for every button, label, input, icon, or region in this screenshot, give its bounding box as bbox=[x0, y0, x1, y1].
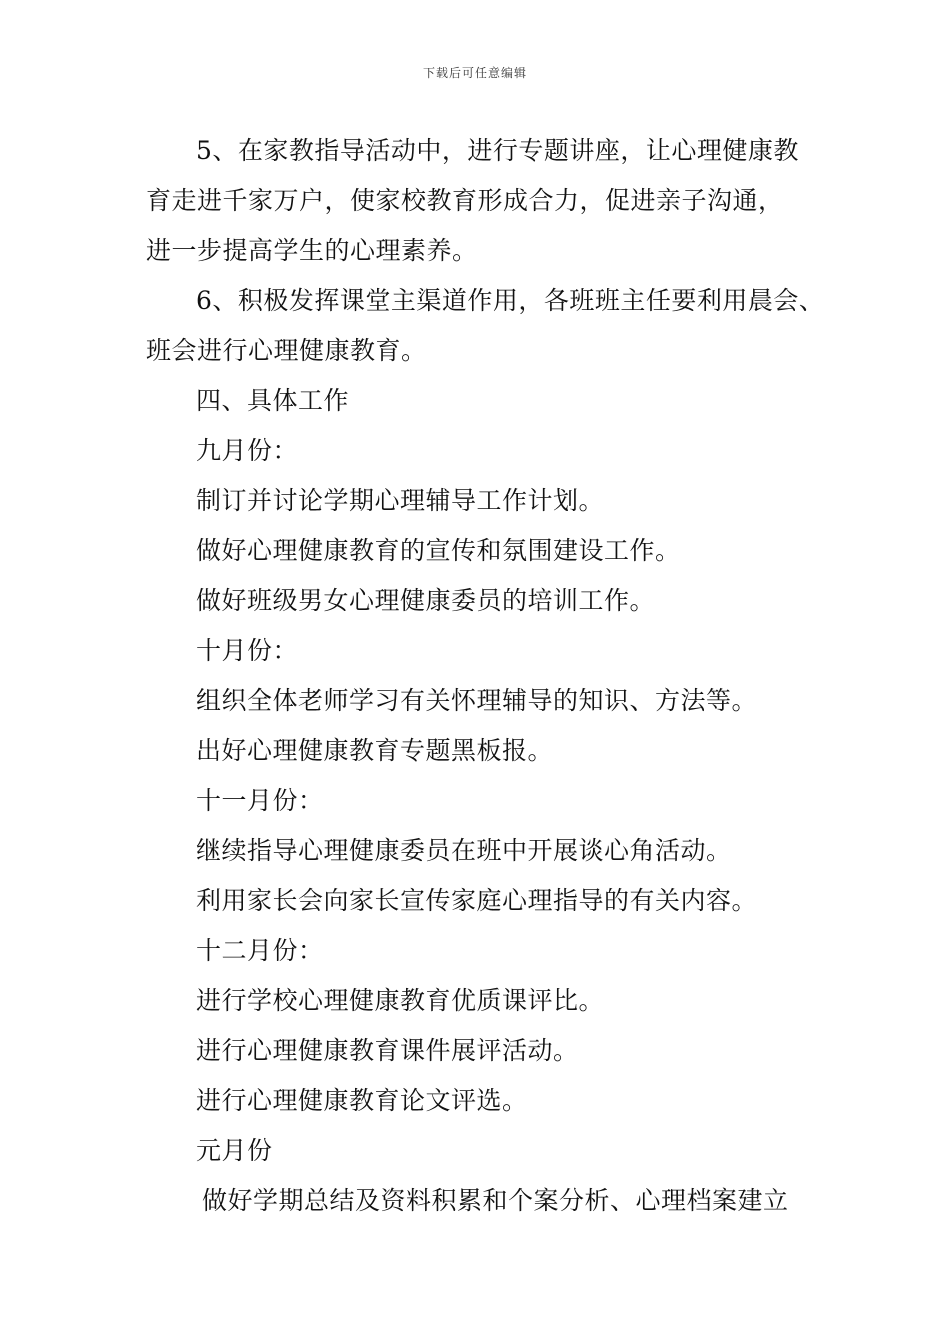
paragraph-line: 进一步提高学生的心理素养。 bbox=[146, 236, 478, 265]
paragraph-line: 育走进千家万户，使家校教育形成合力，促进亲子沟通， bbox=[146, 186, 784, 215]
paragraph-line: 班会进行心理健康教育。 bbox=[146, 336, 427, 365]
header-note: 下载后可任意编辑 bbox=[422, 66, 527, 80]
document-body bbox=[146, 126, 826, 1226]
paragraph-line: 6、积极发挥课堂主渠道作用，各班班主任要利用晨会、 bbox=[196, 286, 825, 315]
list-item: 利用家长会向家长宣传家庭心理指导的有关内容。 bbox=[196, 886, 758, 915]
section-heading: 四、具体工作 bbox=[196, 386, 350, 415]
list-item: 做好心理健康教育的宣传和氛围建设工作。 bbox=[196, 536, 681, 565]
month-heading: 元月份 bbox=[196, 1136, 273, 1165]
month-heading: 九月份： bbox=[196, 436, 299, 465]
paragraph-line: 5、在家教指导活动中，进行专题讲座，让心理健康教 bbox=[196, 136, 799, 165]
month-heading: 十一月份： bbox=[196, 786, 324, 815]
list-item: 做好班级男女心理健康委员的培训工作。 bbox=[196, 586, 656, 615]
list-item: 做好学期总结及资料积累和个案分析、心理档案建立 bbox=[202, 1186, 789, 1215]
list-item: 进行心理健康教育论文评选。 bbox=[196, 1086, 528, 1115]
month-heading: 十二月份： bbox=[196, 936, 324, 965]
list-item: 进行心理健康教育课件展评活动。 bbox=[196, 1036, 579, 1065]
list-item: 组织全体老师学习有关怀理辅导的知识、方法等。 bbox=[196, 686, 758, 715]
list-item: 继续指导心理健康委员在班中开展谈心角活动。 bbox=[196, 836, 732, 865]
month-heading: 十月份： bbox=[196, 636, 299, 665]
list-item: 制订并讨论学期心理辅导工作计划。 bbox=[196, 486, 605, 515]
list-item: 进行学校心理健康教育优质课评比。 bbox=[196, 986, 605, 1015]
list-item: 出好心理健康教育专题黑板报。 bbox=[196, 736, 554, 765]
